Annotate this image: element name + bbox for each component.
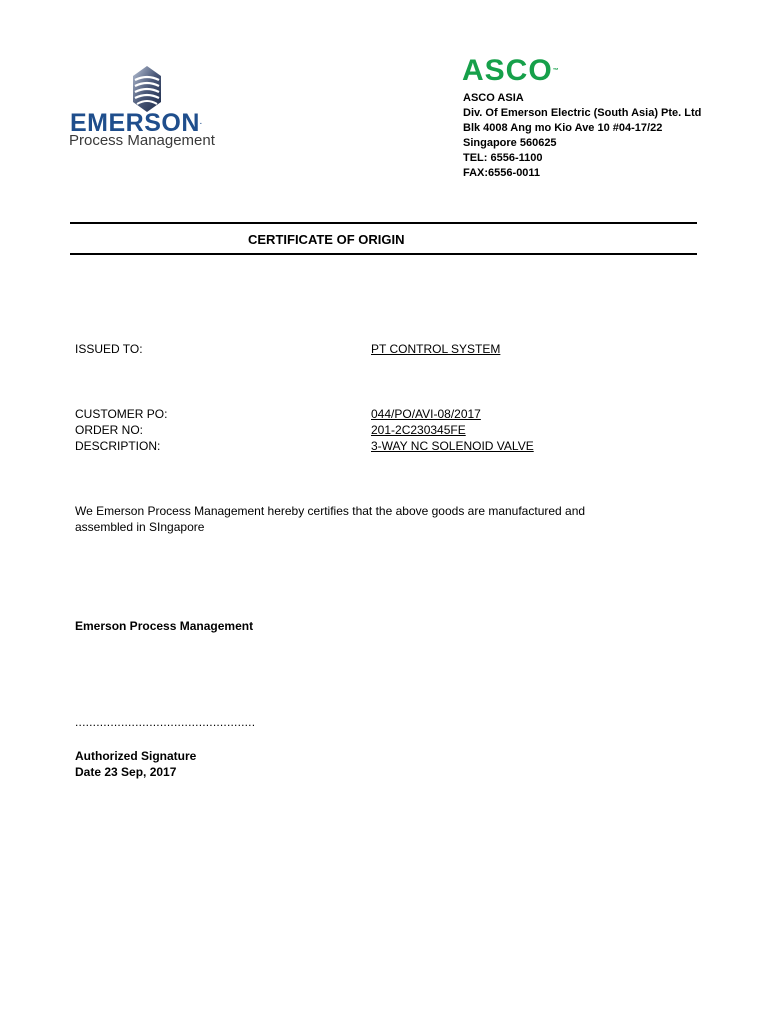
issued-to-label: ISSUED TO:	[75, 342, 143, 356]
title-rule-bottom	[70, 253, 697, 255]
signature-line: ...................................................	[75, 715, 256, 729]
description-value: 3-WAY NC SOLENOID VALVE	[371, 439, 534, 453]
signature-date: Date 23 Sep, 2017	[75, 765, 177, 779]
company-street-line: Blk 4008 Ang mo Kio Ave 10 #04-17/22	[463, 122, 663, 134]
statement-line-1: We Emerson Process Management hereby certifies that the above goods are manufactured and	[75, 504, 586, 518]
customer-po-value: 044/PO/AVI-08/2017	[371, 407, 481, 421]
issued-to-value: PT CONTROL SYSTEM	[371, 342, 501, 356]
signatory-company: Emerson Process Management	[75, 619, 254, 633]
document-title: CERTIFICATE OF ORIGIN	[248, 232, 405, 247]
emerson-subtitle: Process Management	[69, 132, 215, 149]
asco-logo: ASCO™	[462, 54, 560, 87]
title-rule-top	[70, 222, 697, 224]
order-no-label: ORDER NO:	[75, 423, 144, 437]
company-division-line: Div. Of Emerson Electric (South Asia) Pte. Ltd	[463, 107, 702, 119]
order-no-value: 201-2C230345FE	[371, 423, 466, 437]
company-name-line: ASCO ASIA	[463, 92, 524, 104]
certification-statement	[75, 503, 675, 535]
company-city-line: Singapore 560625	[463, 137, 557, 149]
company-fax-line: FAX:6556-0011	[463, 167, 541, 179]
emerson-wordmark: EMERSON.	[70, 109, 203, 137]
description-label: DESCRIPTION:	[75, 439, 161, 453]
signature-label: Authorized Signature	[75, 749, 197, 763]
company-tel-line: TEL: 6556-1100	[463, 152, 543, 164]
statement-line-2: assembled in SIngapore	[75, 520, 205, 534]
emerson-globe-icon	[132, 66, 162, 112]
customer-po-label: CUSTOMER PO:	[75, 407, 168, 421]
company-address	[463, 91, 701, 181]
